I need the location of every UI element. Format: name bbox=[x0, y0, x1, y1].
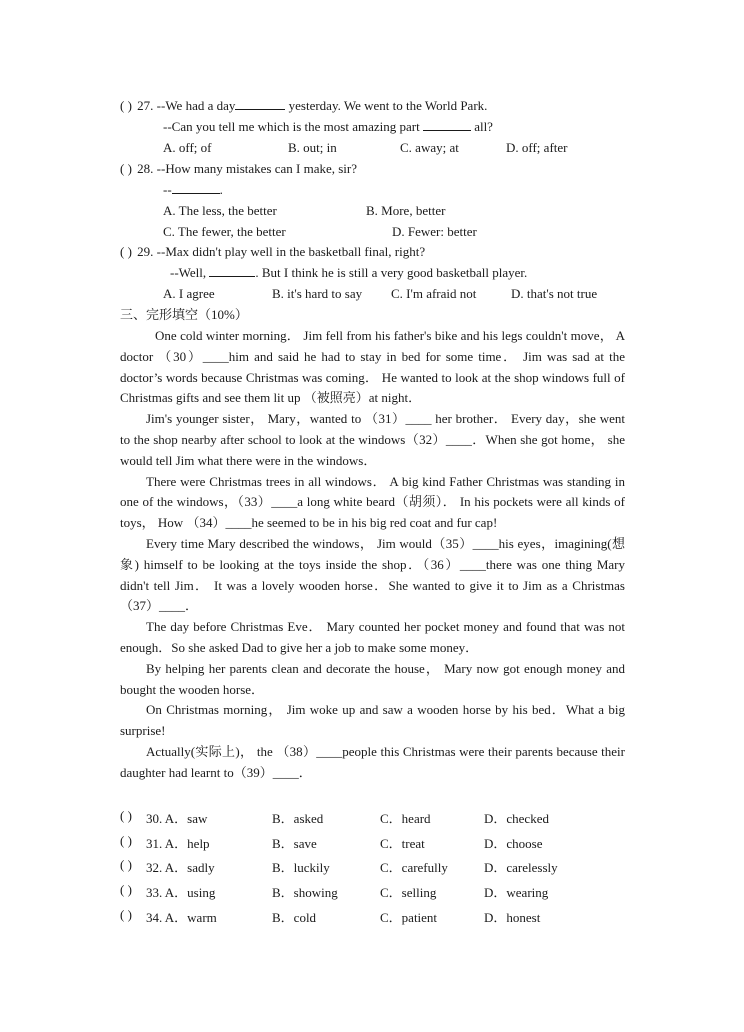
choice-d: D．checked bbox=[484, 811, 549, 826]
q29-option-b: B. it's hard to say bbox=[272, 286, 363, 301]
q28-option-a: A. The less, the better bbox=[163, 203, 277, 218]
q28-option-b: B. More, better bbox=[366, 203, 446, 218]
q28-option-d: D. Fewer: better bbox=[392, 224, 477, 239]
passage-paragraph: On Christmas morning， Jim woke up and saw a wooden horse by his bed．What a big surprise! bbox=[120, 702, 625, 739]
choice-row bbox=[0, 907, 744, 925]
answer-paren: ( ) bbox=[120, 857, 132, 872]
choice-c: C．heard bbox=[380, 811, 431, 826]
passage-paragraph: By helping her parents clean and decorate the house， Mary now got enough money and bought the wooden horse． bbox=[120, 660, 625, 697]
choice-c: C．treat bbox=[380, 836, 425, 851]
q28-reply-end: . bbox=[219, 182, 223, 197]
answer-paren: ( ) bbox=[120, 808, 132, 823]
q29-reply bbox=[170, 265, 527, 281]
q27-option-b: B. out; in bbox=[288, 140, 337, 155]
answer-paren: ( ) bbox=[120, 161, 132, 176]
q29-option-c: C. I'm afraid not bbox=[391, 286, 477, 301]
q27-option-d: D. off; after bbox=[506, 140, 568, 155]
q27-option-c: C. away; at bbox=[400, 140, 459, 155]
choice-row bbox=[0, 808, 744, 826]
choice-c: C．patient bbox=[380, 910, 438, 925]
q29-reply-text-b: . But I think he is still a very good basketball player. bbox=[255, 265, 528, 280]
answer-blank bbox=[209, 265, 255, 277]
passage-paragraph: Jim's younger sister， Mary，wanted to （31）____ her brother． Every day，she went to the shop nearby after school to look at the windows（32）____．When she got home， she would tell Jim what there were in the windows． bbox=[120, 411, 625, 468]
q27-line2-text-b: all? bbox=[474, 119, 493, 134]
answer-paren: ( ) bbox=[120, 907, 132, 922]
answer-paren: ( ) bbox=[120, 833, 132, 848]
passage-paragraph: Every time Mary described the windows， Jim would（35）____his eyes，imagining(想象) himself to be looking at the toys inside the shop．（36）____there was one thing Mary didn't tell Jim． It was a lovely wooden horse．She wanted to give it to Jim as a Christmas （37）____． bbox=[120, 535, 625, 614]
q27-stem bbox=[120, 98, 487, 114]
answer-paren: ( ) bbox=[120, 882, 132, 897]
q29-option-a: A. I agree bbox=[163, 286, 215, 301]
q27-text-a: 27. --We had a day bbox=[137, 98, 236, 113]
answer-blank bbox=[235, 98, 285, 110]
q29-text: 29. --Max didn't play well in the basketball final, right? bbox=[137, 244, 426, 259]
q29-reply-text-a: --Well, bbox=[170, 265, 207, 280]
answer-blank bbox=[172, 182, 220, 194]
q29-stem bbox=[120, 244, 425, 260]
choice-a: 33. A．using bbox=[146, 885, 216, 900]
answer-paren: ( ) bbox=[120, 244, 132, 259]
choice-a: 32. A．sadly bbox=[146, 860, 215, 875]
answer-paren: ( ) bbox=[120, 98, 132, 113]
choice-d: D．carelessly bbox=[484, 860, 558, 875]
q28-option-c: C. The fewer, the better bbox=[163, 224, 286, 239]
passage-paragraph: Actually(实际上)， the （38）____people this Christmas were their parents because their daughter had learnt to（39）____． bbox=[120, 743, 625, 780]
choice-a: 30. A．saw bbox=[146, 811, 208, 826]
passage-paragraph: There were Christmas trees in all windows． A big kind Father Christmas was standing in one of the windows，（33）____a long white beard（胡须）． In his pockets were all kinds of toys， How （34）____he seemed to be in his big red coat and fur cap! bbox=[120, 473, 625, 531]
choice-a: 34. A．warm bbox=[146, 910, 217, 925]
choice-b: B．cold bbox=[272, 910, 317, 925]
passage-paragraph: The day before Christmas Eve． Mary counted her pocket money and found that was not enough．So she asked Dad to give her a job to make some money． bbox=[120, 619, 625, 655]
choice-row bbox=[0, 882, 744, 900]
choice-a: 31. A．help bbox=[146, 836, 210, 851]
q29-option-d: D. that's not true bbox=[511, 286, 598, 301]
passage-paragraph: One cold winter morning． Jim fell from his father's bike and his legs couldn't move， A doctor （30）____him and said he had to stay in bed for some time． Jim was sad at the doctor’s words because Christmas was coming． He wanted to look at the shop windows full of Christmas gifts and see them lit up （被照亮）at night． bbox=[120, 328, 625, 406]
choice-b: B．showing bbox=[272, 885, 338, 900]
choice-b: B．save bbox=[272, 836, 317, 851]
choice-b: B．luckily bbox=[272, 860, 330, 875]
q27-text-b: yesterday. We went to the World Park. bbox=[288, 98, 488, 113]
q28-reply bbox=[163, 182, 223, 198]
choice-c: C．selling bbox=[380, 885, 437, 900]
choice-row bbox=[0, 857, 744, 875]
cloze-passage bbox=[120, 326, 625, 784]
q28-reply-dash: -- bbox=[163, 182, 172, 197]
answer-blank bbox=[423, 119, 471, 131]
choice-d: D．honest bbox=[484, 910, 541, 925]
section-heading: 三、完形填空（10%） bbox=[120, 307, 248, 322]
choice-d: D．choose bbox=[484, 836, 543, 851]
choice-c: C．carefully bbox=[380, 860, 448, 875]
choice-b: B．asked bbox=[272, 811, 324, 826]
q27-option-a: A. off; of bbox=[163, 140, 212, 155]
q28-text: 28. --How many mistakes can I make, sir? bbox=[137, 161, 358, 176]
choice-row bbox=[0, 833, 744, 851]
q28-stem bbox=[120, 161, 357, 177]
q27-line2-text-a: --Can you tell me which is the most amazing part bbox=[163, 119, 420, 134]
q27-line2 bbox=[163, 119, 493, 135]
choice-d: D．wearing bbox=[484, 885, 549, 900]
